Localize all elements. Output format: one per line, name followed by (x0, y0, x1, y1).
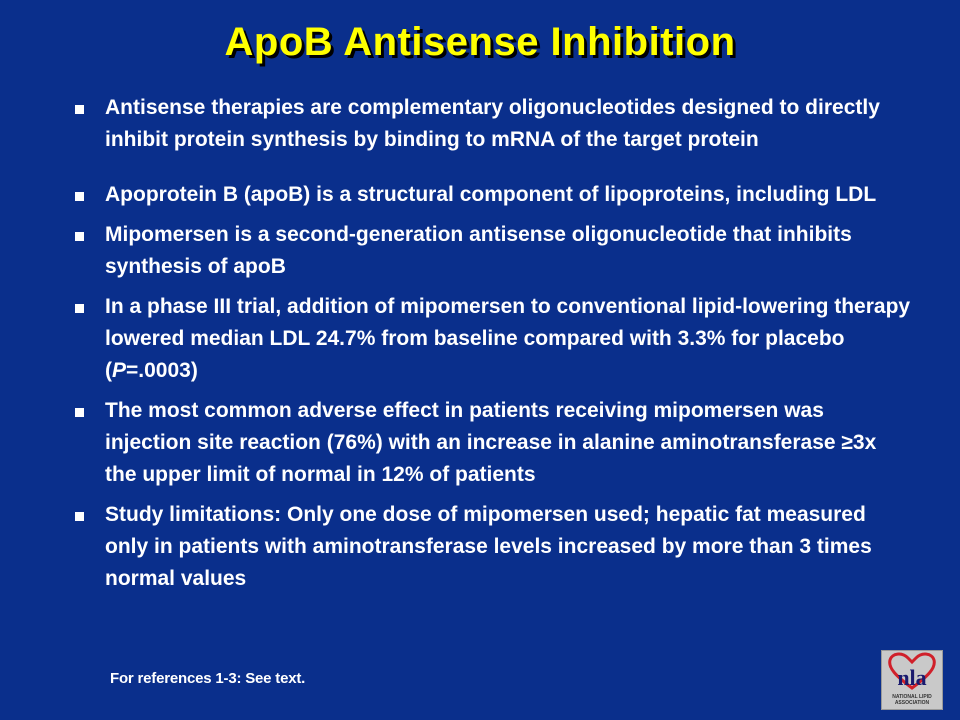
logo-subtext: NATIONAL LIPID ASSOCIATION (892, 694, 932, 706)
nla-logo (881, 650, 943, 710)
references-footnote: For references 1-3: See text. (110, 670, 306, 687)
bullet-text: The most common adverse effect in patients receiving mipomersen was injection site reaction (76%) with an increase in alanine aminotransferase ≥3x the upper limit of normal in 12% of patients (105, 399, 877, 486)
bullet-list (72, 92, 912, 595)
square-bullet-icon (75, 304, 84, 313)
bullet-item (72, 92, 912, 156)
bullet-text-part: In a phase III trial, addition of mipomersen to conventional lipid-lowering therapy lowered median LDL 24.7% from baseline compared with 3.3% for placebo ( (105, 295, 911, 382)
p-value-symbol: P (112, 359, 127, 382)
bullet-item (72, 499, 912, 595)
square-bullet-icon (75, 105, 84, 114)
bullet-item (72, 395, 912, 491)
bullet-text (105, 295, 910, 382)
square-bullet-icon (75, 192, 84, 201)
square-bullet-icon (75, 512, 84, 521)
bullet-text: Study limitations: Only one dose of mipomersen used; hepatic fat measured only in patients with aminotransferase levels increased by more than 3 times normal values (105, 503, 872, 590)
slide-title: ApoB Antisense Inhibition (224, 20, 736, 64)
bullet-item (72, 179, 912, 211)
bullet-text: Antisense therapies are complementary oligonucleotides designed to directly inhibit protein synthesis by binding to mRNA of the target protein (105, 96, 880, 151)
bullet-item (72, 219, 912, 283)
bullet-text-part: =.0003) (126, 359, 198, 382)
logo-letters: nla (897, 665, 927, 690)
bullet-text: Mipomersen is a second-generation antisense oligonucleotide that inhibits synthesis of apoB (105, 223, 852, 278)
bullet-item (72, 291, 912, 387)
square-bullet-icon (75, 232, 84, 241)
square-bullet-icon (75, 408, 84, 417)
bullet-text: Apoprotein B (apoB) is a structural component of lipoproteins, including LDL (105, 183, 877, 206)
